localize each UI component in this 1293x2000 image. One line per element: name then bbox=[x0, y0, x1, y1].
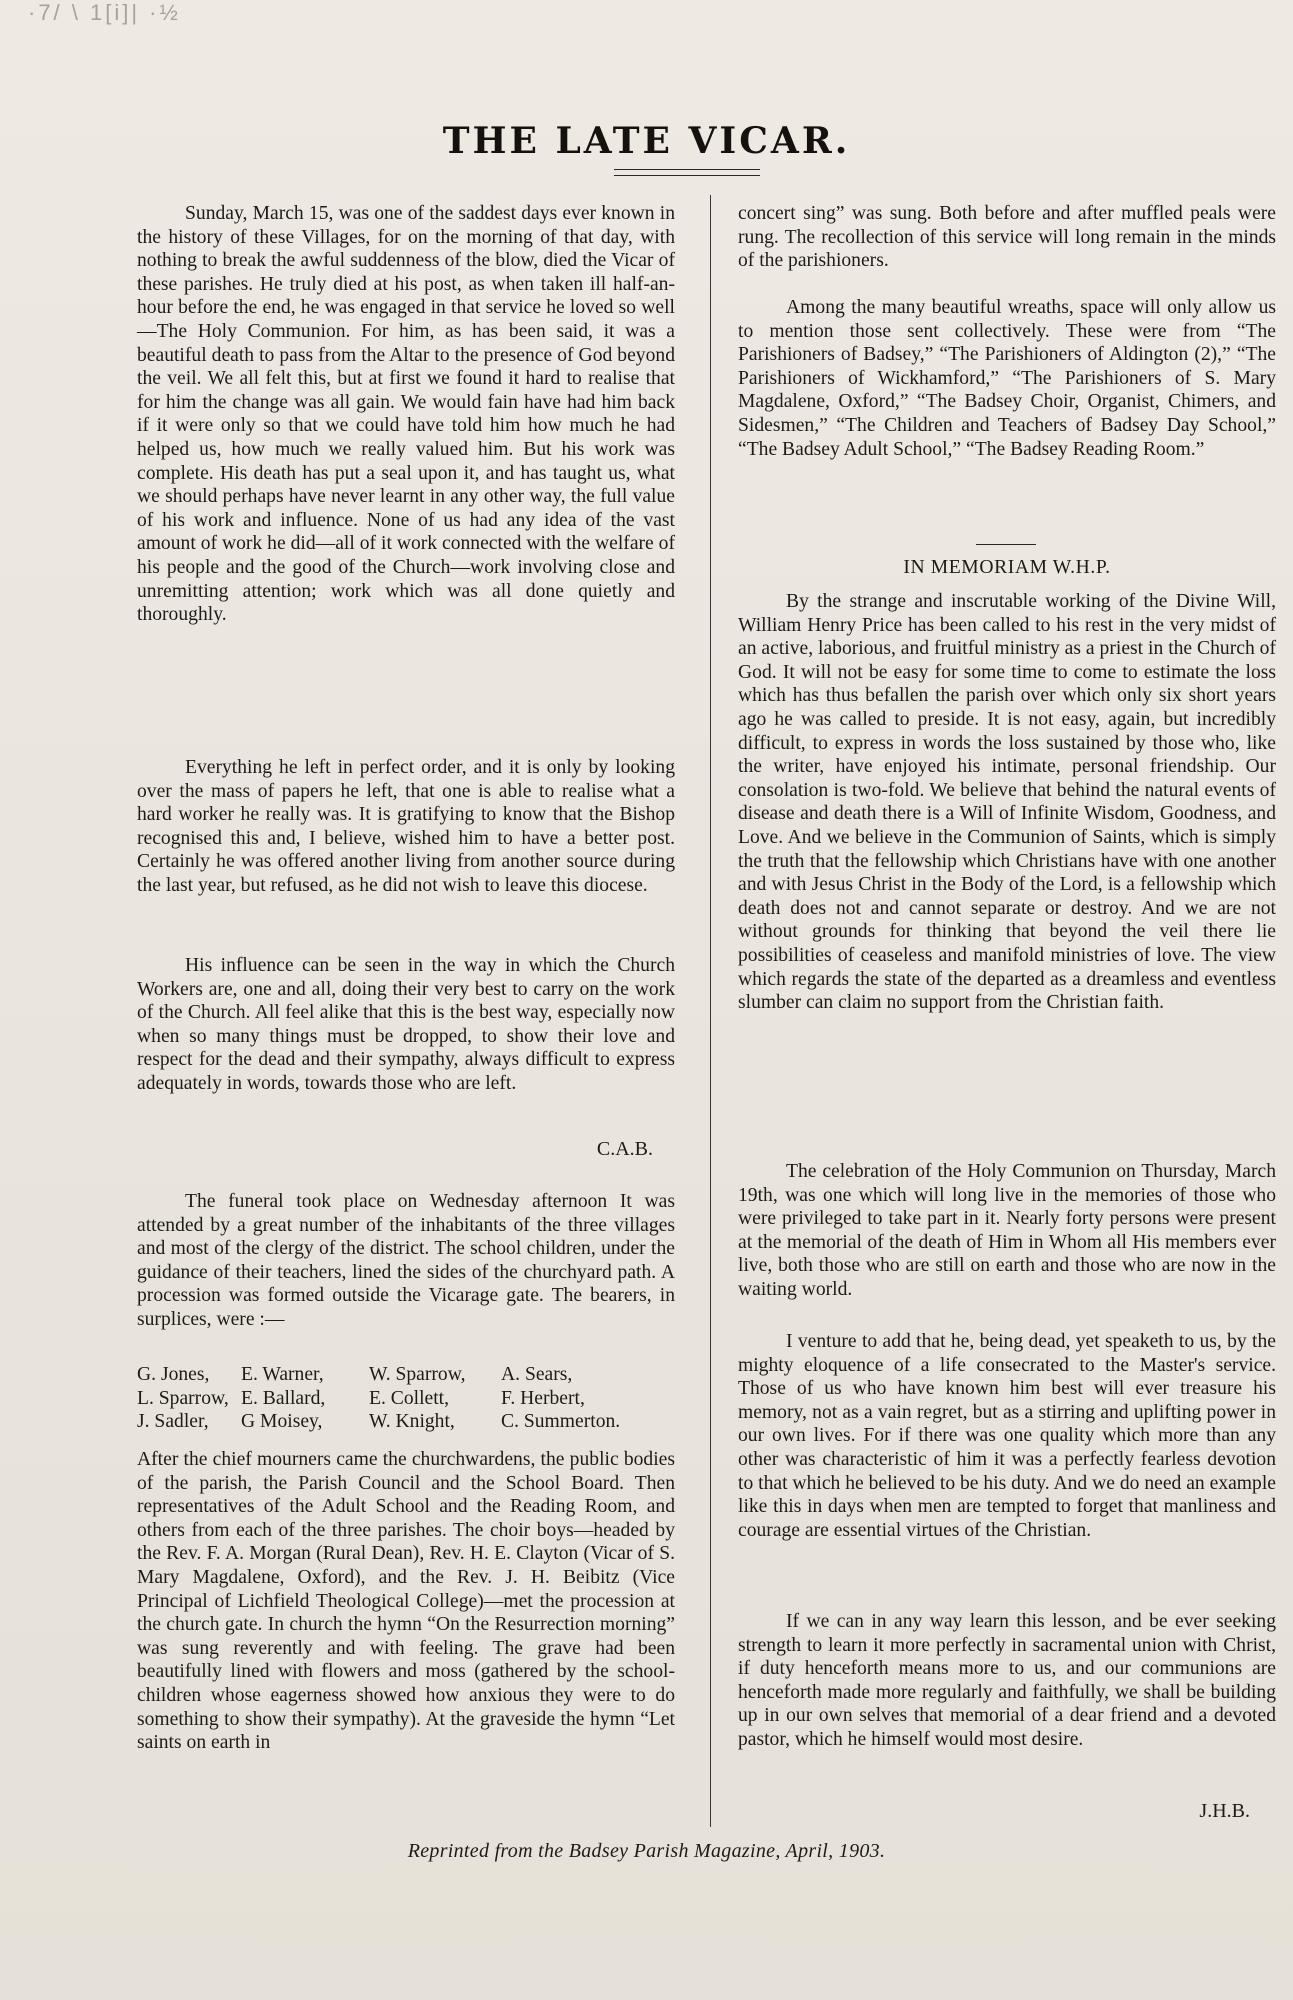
bearer-name: F. Herbert, bbox=[501, 1387, 585, 1409]
paragraph-funeral-intro: The funeral took place on Wednesday afternoon It was attended by a great number of the inhabitants of the three villages and most of the clergy of the district. The school children, under the guidance of their teachers, lined the sides of the churchyard path. A procession was formed outside the Vicarage gate. The bearers, in surplices, were :— bbox=[137, 1191, 675, 1330]
bearer-name: E. Collett, bbox=[369, 1387, 450, 1409]
reprint-note: Reprinted from the Badsey Parish Magazine, April, 1903. bbox=[407, 1840, 886, 1862]
title-rule-upper bbox=[614, 169, 760, 170]
bearer-name: G Moisey, bbox=[241, 1411, 323, 1433]
article-title: THE LATE VICAR. bbox=[442, 120, 851, 162]
paragraph-influence: His influence can be seen in the way in which the Church Workers are, one and all, doing their very best to carry on the work of the Church. All feel alike that this is the best way, especially now when so many things must be dropped, to show their love and respect for the dead and their sympathy, always difficult to express adequately in words, towards those who are left. bbox=[137, 955, 675, 1094]
bearer-name: A. Sears, bbox=[501, 1364, 573, 1385]
bearers-row bbox=[137, 1363, 675, 1387]
paragraph-perfect-order: Everything he left in perfect order, and it is only by looking over the mass of papers he left, that one is able to realise what a hard worker he really was. It is gratifying to know that the Bishop recognised this and, I believe, wished him to have a better post. Certainly he was offered another living from another source during the last year, but refused, as he did not wish to leave this diocese. bbox=[137, 757, 675, 896]
paragraph-memoriam-loss: By the strange and inscrutable working of the Divine Will, William Henry Price has been called to his rest in the very midst of an active, laborious, and fruitful ministry as a priest in the Church of God. It will not be easy for some time to come to estimate the loss which has thus befallen the parish over which only six short years ago he was called to preside. It is not easy, again, but incredibly difficult, to express in words the loss sustained by those who, like the writer, have enjoyed his intimate, personal friendship. Our consolation is two-fold. We believe that behind the natural events of disease and death there is a Will of Infinite Wisdom, Goodness, and Love. And we believe in the Communion of Saints, which is simply the truth that the fellowship which Christians have with one another and with Jesus Christ in the Body of the Lord, is a fellowship which death does not and cannot separate or destroy. And we are not without grounds for thinking that beyond the veil there lie possibilities of ceaseless and manifold ministries of love. The view which regards the state of the departed as a dreamless and eventless slumber can claim no support from the Christian faith. bbox=[738, 591, 1276, 1014]
bearer-name: E. Warner, bbox=[241, 1364, 324, 1385]
bearer-name: G. Jones, bbox=[137, 1364, 210, 1385]
bearers-list bbox=[137, 1363, 675, 1434]
bearer-name: L. Sparrow, bbox=[137, 1387, 229, 1409]
bearer-name: J. Sadler, bbox=[137, 1411, 209, 1433]
archive-pencil-mark: ·7/ \ 1[i]| ·½ bbox=[28, 0, 181, 25]
bearer-name: W. Knight, bbox=[369, 1411, 455, 1433]
column-divider bbox=[710, 195, 711, 1827]
signature-cab: C.A.B. bbox=[596, 1138, 653, 1160]
paragraph-wreaths: Among the many beautiful wreaths, space will only allow us to mention those sent collectively. These were from “The Parishioners of Badsey,” “The Parishioners of Aldington (2),” “The Parishioners of Wickhamford,” “The Parishioners of S. Mary Magdalene, Oxford,” “The Badsey Choir, Organist, Chimers, and Sidesmen,” “The Children and Teachers of Badsey Day School,” “The Badsey Adult School,” “The Badsey Reading Room.” bbox=[738, 297, 1276, 460]
section-rule bbox=[976, 544, 1036, 545]
bearers-row bbox=[137, 1387, 675, 1411]
bearers-row bbox=[137, 1410, 675, 1434]
paragraph-funeral-detail: After the chief mourners came the churchwardens, the public bodies of the parish, the Parish Council and the School Board. Then representatives of the Adult School and the Reading Room, and others from each of the three parishes. The choir boys—headed by the Rev. F. A. Morgan (Rural Dean), Rev. H. E. Clayton (Vicar of S. Mary Magdalene, Oxford), and the Rev. J. H. Beibitz (Vice Principal of Lichfield Theological College)—met the procession at the church gate. In church the hymn “On the Resurrection morning” was sung reverently and with feeling. The grave had been beautifully lined with flowers and moss (gathered by the school-children whose eagerness showed how anxious they were to do something to show their sympathy). At the graveside the hymn “Let saints on earth in bbox=[137, 1449, 675, 1754]
paragraph-death-of-vicar: Sunday, March 15, was one of the saddest days ever known in the history of these Villages, for on the morning of that day, with nothing to break the awful suddenness of the blow, died the Vicar of these parishes. He truly died at his post, as when taken ill half-an-hour before the end, he was engaged in that service he loved so well—The Holy Communion. For him, as has been said, it was a beautiful death to pass from the Altar to the presence of God beyond the veil. We all felt this, but at first we found it hard to realise that for him the change was all gain. We would fain have had him back if it were only so that we could have told him how much he had helped us, how much we really valued him. But his work was complete. His death has put a seal upon it, and has taught us, what we should perhaps have never learnt in any other way, the full value of his work and influence. None of us had any idea of the vast amount of work he did—all of it work connected with the welfare of his people and the good of the Church—work involving close and unremitting attention; work which was all done quietly and thoroughly. bbox=[137, 203, 675, 626]
title-rule-lower bbox=[614, 175, 760, 176]
bearer-name: C. Summerton. bbox=[501, 1411, 621, 1433]
paragraph-holy-communion: The celebration of the Holy Communion on Thursday, March 19th, was one which will long live in the memories of those who were privileged to take part in it. Nearly forty persons were present at the memorial of the death of Him in Whom all His members ever live, both those who are still on earth and those who are now in the waiting world. bbox=[738, 1161, 1276, 1300]
paragraph-example: I venture to add that he, being dead, yet speaketh to us, by the mighty eloquence of a life consecrated to the Master's service. Those of us who have known him best will ever treasure his memory, not as a vain regret, but as a stirring and uplifting power in our own lives. For if there was one quality which more than any other was characteristic of him it was a perfectly fearless devotion to that which he believed to be his duty. And we do need an example like this in days when men are tempted to forget that manliness and courage are essential virtues of the Christian. bbox=[738, 1331, 1276, 1541]
bearer-name: W. Sparrow, bbox=[369, 1364, 466, 1385]
bearer-name: E. Ballard, bbox=[241, 1387, 326, 1409]
signature-jhb: J.H.B. bbox=[1199, 1800, 1250, 1822]
memoriam-heading: IN MEMORIAM W.H.P. bbox=[903, 557, 1111, 578]
paragraph-funeral-continued: concert sing” was sung. Both before and after muffled peals were rung. The recollection of this service will long remain in the minds of the parishioners. bbox=[738, 203, 1276, 272]
paragraph-lesson: If we can in any way learn this lesson, and be ever seeking strength to learn it more perfectly in sacramental union with Christ, if duty henceforth means more to us, and our communions are henceforth made more regularly and faithfully, we shall be building up in our own selves that memorial of a dear friend and a devoted pastor, which he himself would most desire. bbox=[738, 1611, 1276, 1750]
